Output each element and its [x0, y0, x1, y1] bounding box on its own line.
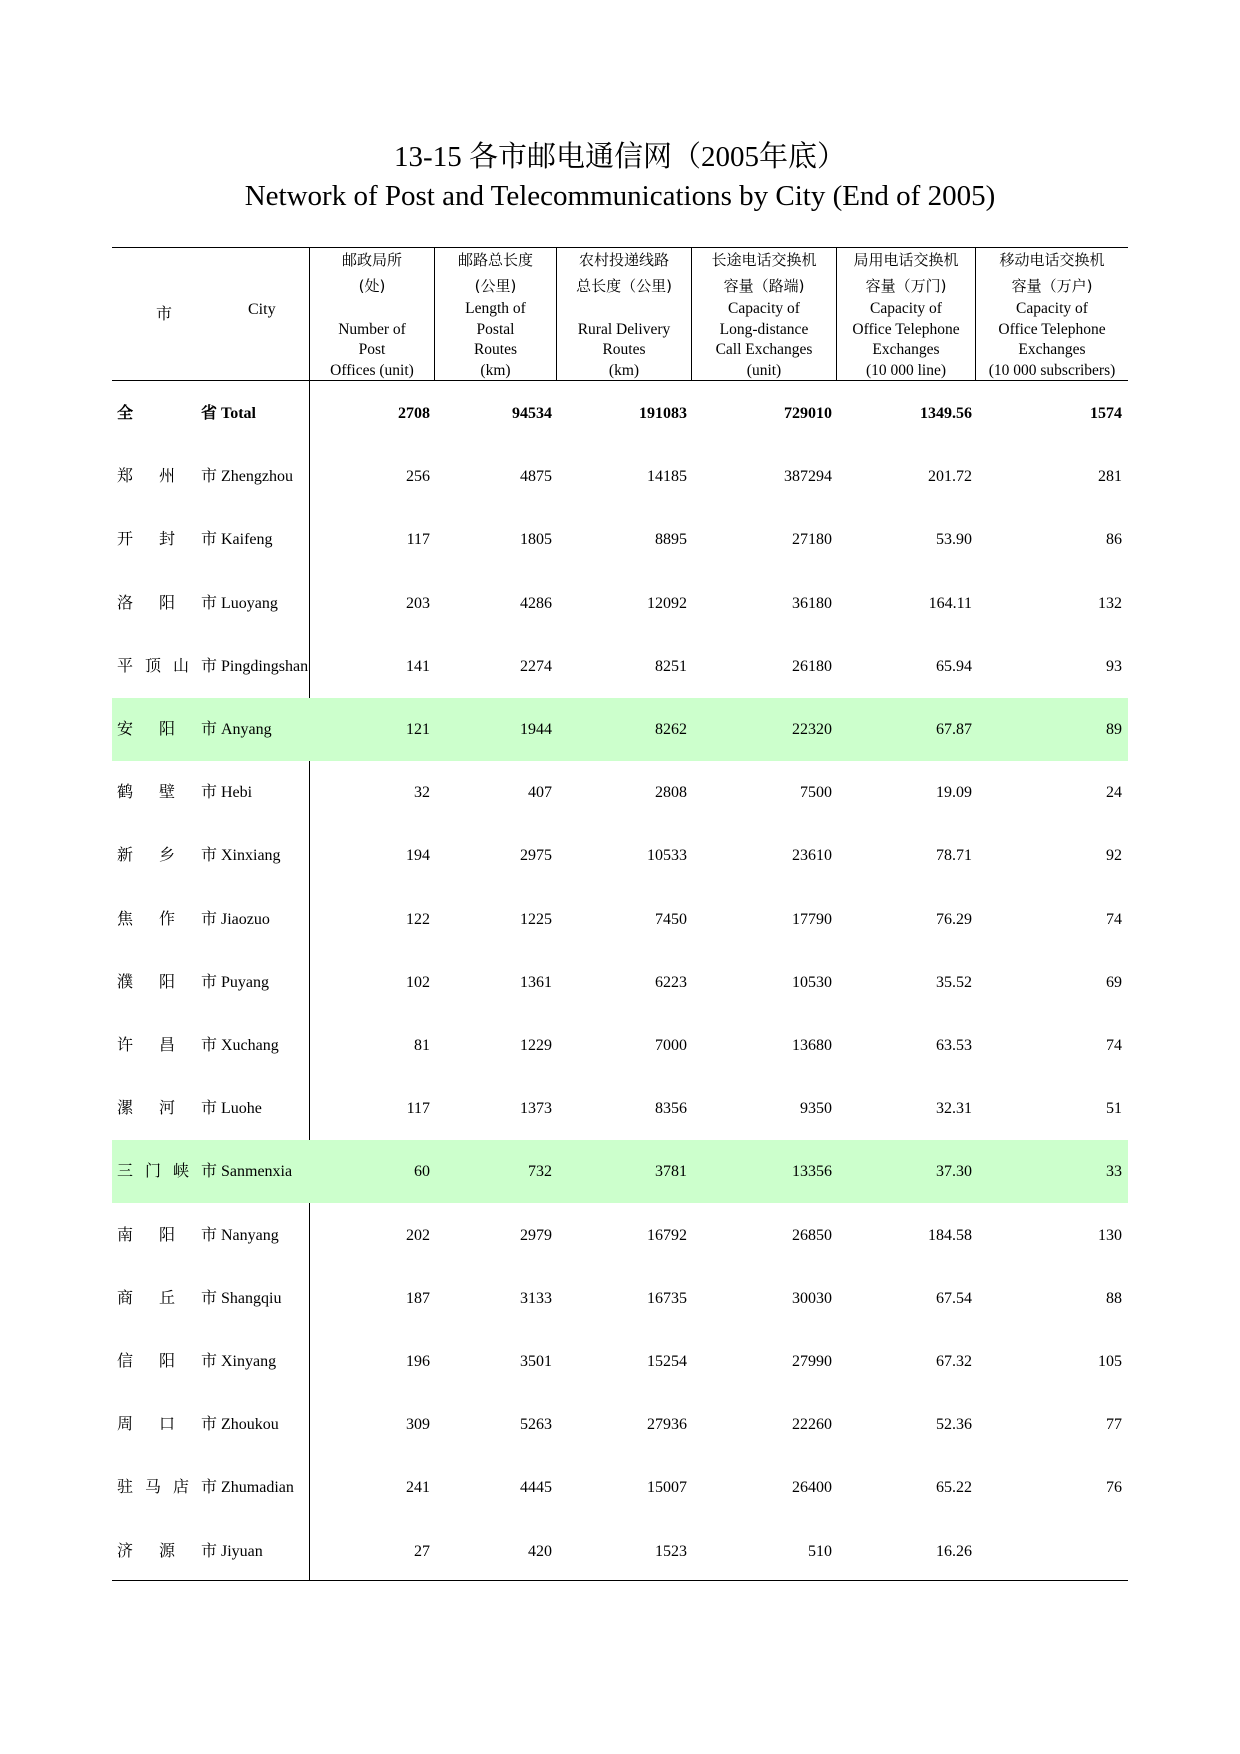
city-name-cn-char: 市 [200, 847, 217, 865]
city-name-cn-char: 市 [200, 1289, 217, 1307]
city-name-cn-char: 市 [200, 1037, 217, 1054]
city-name-cn [117, 951, 217, 1014]
city-name-en: Hebi [221, 784, 253, 802]
table-bottom-rule [112, 1580, 1128, 1581]
table-cell: 53.90 [936, 531, 972, 549]
header-bottom-rule [112, 380, 1128, 381]
table-cell: 67.32 [936, 1353, 972, 1370]
city-name-cn-char: 焦 [117, 910, 134, 928]
city-name-en: Zhumadian [221, 1479, 294, 1497]
table-cell: 164.11 [928, 594, 972, 612]
table-cell: 194 [406, 847, 430, 865]
table-cell: 30030 [792, 1289, 832, 1307]
city-name-cn-char: 峡 [172, 1163, 189, 1181]
header-col-en-text: Long-distance [719, 320, 809, 338]
table-cell: 1574 [1090, 405, 1122, 422]
table-cell: 203 [406, 594, 430, 612]
table-cell: 141 [406, 657, 430, 675]
city-name-en: Jiaozuo [221, 910, 270, 928]
city-name-cn-char: 封 [158, 531, 175, 549]
city-name-cn-char: 省 [200, 405, 217, 422]
table-row [112, 572, 1128, 635]
city-name-cn-char: 商 [117, 1289, 134, 1307]
table-cell: 15007 [647, 1479, 687, 1497]
city-name-cn-char: 市 [200, 1100, 217, 1118]
header-col-3 [556, 247, 691, 380]
table-cell: 6223 [655, 973, 687, 991]
table-cell: 13680 [792, 1037, 832, 1054]
header-col-en-text: Postal [476, 320, 515, 338]
city-name-en: Total [221, 405, 256, 422]
table-cell: 1349.56 [920, 405, 972, 422]
table-row [112, 951, 1128, 1014]
table-cell: 1373 [520, 1100, 552, 1118]
city-name-en: Kaifeng [221, 531, 273, 549]
city-name-cn [117, 572, 217, 635]
table-cell: 37.30 [936, 1163, 972, 1181]
city-name-cn [117, 635, 217, 698]
table-row [112, 698, 1128, 761]
table-row [112, 1267, 1128, 1330]
table-cell: 309 [406, 1416, 430, 1434]
city-name-cn-char: 店 [172, 1479, 189, 1497]
table-cell: 27180 [792, 531, 832, 549]
table-cell: 191083 [639, 405, 687, 422]
table-cell: 36180 [792, 594, 832, 612]
table-cell: 77 [1106, 1416, 1122, 1434]
table-cell: 60 [414, 1163, 430, 1181]
table-cell: 32.31 [936, 1100, 972, 1118]
table-row [112, 508, 1128, 571]
city-name-cn [117, 698, 217, 761]
header-col-en-text: Routes [473, 341, 518, 358]
city-name-cn-char: 市 [200, 721, 217, 738]
city-name-cn-char: 济 [117, 1542, 134, 1560]
city-name-cn-char: 三 [117, 1163, 134, 1181]
table-cell: 196 [406, 1353, 430, 1370]
table-row [112, 1204, 1128, 1267]
header-col-cn-text: 总长度（公里) [576, 277, 672, 295]
city-name-cn [117, 888, 217, 951]
city-name-cn-char: 市 [200, 1479, 217, 1497]
table-cell: 256 [406, 468, 430, 486]
table-cell: 387294 [784, 468, 832, 486]
header-col-en-text: (km) [480, 361, 511, 379]
city-name-en: Nanyang [221, 1226, 279, 1244]
table-cell: 27936 [647, 1416, 687, 1434]
header-col-en-text: Post [358, 341, 386, 358]
table-cell: 3781 [655, 1163, 687, 1181]
table-cell: 241 [406, 1479, 430, 1497]
table-cell: 121 [406, 721, 430, 738]
city-name-cn-char: 阳 [158, 721, 175, 738]
header-col-en-text: (10 000 subscribers) [988, 361, 1116, 379]
city-name-en: Luoyang [221, 594, 278, 612]
table-cell: 102 [406, 973, 430, 991]
city-name-en: Pingdingshan [221, 657, 309, 675]
city-name-cn-char: 开 [117, 531, 134, 549]
table-cell: 117 [406, 531, 430, 549]
city-name-cn-char: 阳 [158, 1226, 175, 1244]
table-row [112, 445, 1128, 508]
city-name-cn-char: 驻 [117, 1479, 134, 1497]
city-name-cn-char: 顶 [144, 657, 161, 675]
city-name-cn [117, 1330, 217, 1393]
table-cell: 2979 [520, 1226, 552, 1244]
city-name-cn-char: 市 [200, 657, 217, 675]
city-name-en: Xuchang [221, 1037, 279, 1054]
city-name-cn [117, 1393, 217, 1456]
city-name-cn-char: 市 [200, 594, 217, 612]
table-cell: 16792 [647, 1226, 687, 1244]
city-name-cn [117, 508, 217, 571]
city-name-cn-char: 口 [158, 1416, 175, 1434]
table-cell [975, 1520, 1122, 1583]
table-cell: 65.22 [936, 1479, 972, 1497]
table-cell: 76.29 [936, 910, 972, 928]
city-name-cn-char: 昌 [158, 1037, 175, 1054]
city-name-cn-char: 南 [117, 1226, 134, 1244]
table-cell: 10533 [647, 847, 687, 865]
table-cell: 8356 [655, 1100, 687, 1118]
table-cell: 19.09 [936, 784, 972, 802]
table-cell: 26400 [792, 1479, 832, 1497]
city-name-cn-char: 市 [200, 784, 217, 802]
table-row [112, 761, 1128, 824]
city-name-cn-char: 市 [200, 1353, 217, 1370]
page-title-cn: 13-15 各市邮电通信网（2005年底） [394, 141, 846, 173]
city-name-cn-char: 周 [117, 1416, 134, 1434]
city-name-cn-char: 许 [117, 1037, 134, 1054]
table-cell: 8251 [655, 657, 687, 675]
header-col-en-text: (unit) [746, 361, 782, 379]
header-col-en-text: Rural Delivery [577, 320, 671, 338]
header-col-1 [309, 247, 434, 380]
city-name-cn [117, 1267, 217, 1330]
table-cell: 94534 [512, 405, 552, 422]
table-cell: 27 [414, 1542, 430, 1560]
table-row [112, 1330, 1128, 1393]
table-cell: 2274 [520, 657, 552, 675]
header-col-en-text: Office Telephone [998, 320, 1106, 338]
city-name-cn-char: 丘 [158, 1289, 175, 1307]
header-col-6 [975, 247, 1128, 380]
city-name-cn-char: 市 [200, 1542, 217, 1560]
table-cell: 4875 [520, 468, 552, 486]
table-cell: 7000 [655, 1037, 687, 1054]
table-cell: 732 [528, 1163, 552, 1181]
header-col-5 [836, 247, 975, 380]
city-name-cn [117, 445, 217, 508]
header-col-cn-text: 容量（万门) [865, 277, 947, 295]
table-cell: 2975 [520, 847, 552, 865]
table-cell: 5263 [520, 1416, 552, 1434]
city-name-cn-char: 全 [117, 405, 134, 422]
city-name-cn-char: 漯 [117, 1100, 134, 1118]
city-name-cn-char: 市 [200, 1163, 217, 1181]
city-name-cn-char: 市 [200, 1416, 217, 1434]
table-cell: 26180 [792, 657, 832, 675]
table-cell: 17790 [792, 910, 832, 928]
header-city-cn: 市 [156, 304, 173, 323]
city-name-cn [117, 382, 217, 445]
header-col-en-text: Offices (unit) [330, 361, 414, 379]
header-col-2 [434, 247, 556, 380]
table-cell: 1805 [520, 531, 552, 549]
table-cell: 63.53 [936, 1037, 972, 1054]
table-cell: 15254 [647, 1353, 687, 1370]
table-cell: 420 [528, 1542, 552, 1560]
header-col-en-text: Office Telephone [852, 320, 960, 338]
table-row [112, 1393, 1128, 1456]
table-row [112, 1140, 1128, 1203]
table-cell: 105 [1098, 1353, 1122, 1370]
city-name-en: Anyang [221, 721, 272, 738]
table-cell: 26850 [792, 1226, 832, 1244]
city-name-cn-char: 马 [144, 1479, 161, 1497]
city-name-cn [117, 1140, 217, 1203]
table-cell: 74 [1106, 910, 1122, 928]
header-col-cn-text: 容量（万户) [1011, 277, 1093, 295]
table-row [112, 824, 1128, 887]
header-col-cn-text: 移动电话交换机 [999, 251, 1105, 269]
city-name-en: Jiyuan [221, 1542, 263, 1560]
table-cell: 14185 [647, 468, 687, 486]
table-cell: 78.71 [936, 847, 972, 865]
header-col-en-text: Capacity of [870, 300, 942, 317]
header-col-en-text [310, 299, 434, 320]
header-col-en-text: Capacity of [728, 300, 800, 317]
header-col-cn-text: 容量（路端) [723, 277, 805, 295]
table-cell: 93 [1106, 657, 1122, 675]
city-name-cn [117, 1456, 217, 1519]
table-row [112, 1520, 1128, 1583]
table-cell: 32 [414, 784, 430, 802]
city-name-cn-char: 阳 [158, 1353, 175, 1370]
header-col-cn-text: 邮政局所 [341, 251, 402, 269]
table-cell: 1361 [520, 973, 552, 991]
header-col-en-text: Call Exchanges [715, 341, 813, 358]
header-col-cn-text: 长途电话交换机 [711, 251, 817, 269]
header-city-en: City [248, 301, 276, 318]
city-name-cn-char: 州 [158, 468, 175, 486]
city-name-cn-char: 阳 [158, 594, 175, 612]
table-row [112, 1077, 1128, 1140]
table-cell: 4286 [520, 594, 552, 612]
table-cell: 33 [1106, 1163, 1122, 1181]
table-cell: 7500 [800, 784, 832, 802]
table-cell: 22260 [792, 1416, 832, 1434]
table-cell: 2808 [655, 784, 687, 802]
table-cell: 510 [808, 1542, 832, 1560]
city-name-en: Zhengzhou [221, 468, 293, 486]
city-name-cn-char: 乡 [158, 847, 175, 865]
city-name-cn-char: 门 [144, 1163, 161, 1181]
table-cell: 16.26 [936, 1542, 972, 1560]
table-cell: 3501 [520, 1353, 552, 1370]
city-name-cn-char: 信 [117, 1353, 134, 1370]
city-name-cn-char: 市 [200, 468, 217, 486]
table-cell: 9350 [800, 1100, 832, 1118]
city-name-cn-char: 郑 [117, 468, 134, 486]
table-cell: 88 [1106, 1289, 1122, 1307]
table-cell: 281 [1098, 468, 1122, 486]
table-cell: 35.52 [936, 973, 972, 991]
city-name-cn-char: 山 [172, 657, 189, 675]
header-city [112, 247, 309, 380]
page-title-en: Network of Post and Telecommunications by City (End of 2005) [244, 180, 996, 212]
table-cell: 81 [414, 1037, 430, 1054]
table-cell: 202 [406, 1226, 430, 1244]
city-name-cn [117, 1204, 217, 1267]
city-name-cn-char: 市 [200, 910, 217, 928]
table-cell: 8262 [655, 721, 687, 738]
table-cell: 1523 [655, 1542, 687, 1560]
table-cell: 74 [1106, 1037, 1122, 1054]
table-row [112, 1014, 1128, 1077]
table-cell: 184.58 [928, 1226, 972, 1244]
table-cell: 51 [1106, 1100, 1122, 1118]
city-name-en: Xinyang [221, 1353, 277, 1370]
table-cell: 24 [1106, 784, 1122, 802]
city-name-cn-char: 河 [158, 1100, 175, 1118]
city-name-en: Zhoukou [221, 1416, 279, 1434]
table-cell: 65.94 [936, 657, 972, 675]
table-row [112, 635, 1128, 698]
table-cell: 4445 [520, 1479, 552, 1497]
table-cell: 23610 [792, 847, 832, 865]
table-cell: 16735 [647, 1289, 687, 1307]
header-col-en-text: Length of [465, 300, 526, 317]
city-name-cn-char: 源 [158, 1542, 175, 1560]
city-name-cn-char: 洛 [117, 594, 134, 612]
table-cell: 201.72 [928, 468, 972, 486]
table-cell: 27990 [792, 1353, 832, 1370]
header-col-cn-text: 农村投递线路 [578, 251, 669, 269]
table-cell: 1225 [520, 910, 552, 928]
table-cell: 76 [1106, 1479, 1122, 1497]
table-cell: 3133 [520, 1289, 552, 1307]
city-name-cn [117, 1520, 217, 1583]
table-cell: 7450 [655, 910, 687, 928]
city-name-cn [117, 1014, 217, 1077]
city-name-cn [117, 824, 217, 887]
table-cell: 89 [1106, 721, 1122, 738]
city-name-cn [117, 1077, 217, 1140]
city-name-cn-char: 平 [117, 657, 134, 675]
header-col-cn-text: (处) [358, 277, 386, 295]
table-cell: 52.36 [936, 1416, 972, 1434]
table-cell: 67.54 [936, 1289, 972, 1307]
header-col-cn-text: (公里) [474, 277, 517, 295]
header-col-en-text: Exchanges [872, 341, 940, 358]
table-cell: 69 [1106, 973, 1122, 991]
table-row [112, 888, 1128, 951]
table-cell: 729010 [784, 405, 832, 422]
table-cell: 122 [406, 910, 430, 928]
table-cell: 407 [528, 784, 552, 802]
city-name-en: Puyang [221, 973, 269, 991]
header-col-cn-text: 邮路总长度 [457, 251, 533, 269]
table-cell: 1944 [520, 721, 552, 738]
city-name-en: Shangqiu [221, 1289, 282, 1307]
city-name-cn-char: 壁 [158, 784, 175, 802]
city-name-cn-char: 市 [200, 973, 217, 991]
city-name-cn [117, 761, 217, 824]
table-cell: 2708 [398, 405, 430, 422]
header-col-en-text [557, 299, 691, 320]
city-name-cn-char: 作 [158, 910, 175, 928]
table-cell: 13356 [792, 1163, 832, 1181]
table-row [112, 1456, 1128, 1519]
city-name-cn-char: 市 [200, 531, 217, 549]
city-name-en: Luohe [221, 1100, 262, 1118]
table-cell: 117 [406, 1100, 430, 1118]
header-col-4 [691, 247, 836, 380]
table-cell: 22320 [792, 721, 832, 738]
table-cell: 12092 [647, 594, 687, 612]
table-cell: 86 [1106, 531, 1122, 549]
city-name-cn-char: 市 [200, 1226, 217, 1244]
city-name-cn-char: 阳 [158, 973, 175, 991]
header-col-en-text: (km) [608, 361, 640, 379]
city-name-cn-char: 鹤 [117, 784, 134, 802]
table-cell: 67.87 [936, 721, 972, 738]
city-name-en: Sanmenxia [221, 1163, 293, 1181]
table-cell: 1229 [520, 1037, 552, 1054]
header-col-en-text: Capacity of [1016, 300, 1088, 317]
table-row [112, 382, 1128, 445]
header-col-cn-text: 局用电话交换机 [853, 251, 959, 269]
header-col-en-text: Exchanges [1018, 341, 1086, 358]
header-col-en-text: Number of [338, 320, 406, 338]
table-cell: 132 [1098, 594, 1122, 612]
city-name-en: Xinxiang [221, 847, 281, 865]
city-name-cn-char: 濮 [117, 973, 134, 991]
table-cell: 92 [1106, 847, 1122, 865]
table-cell: 187 [406, 1289, 430, 1307]
table-cell: 130 [1098, 1226, 1122, 1244]
header-col-en-text: Routes [602, 341, 646, 358]
header-col-en-text: (10 000 line) [865, 361, 947, 379]
table-cell: 8895 [655, 531, 687, 549]
city-name-cn-char: 安 [117, 721, 134, 738]
table-cell: 10530 [792, 973, 832, 991]
city-name-cn-char: 新 [117, 847, 134, 865]
